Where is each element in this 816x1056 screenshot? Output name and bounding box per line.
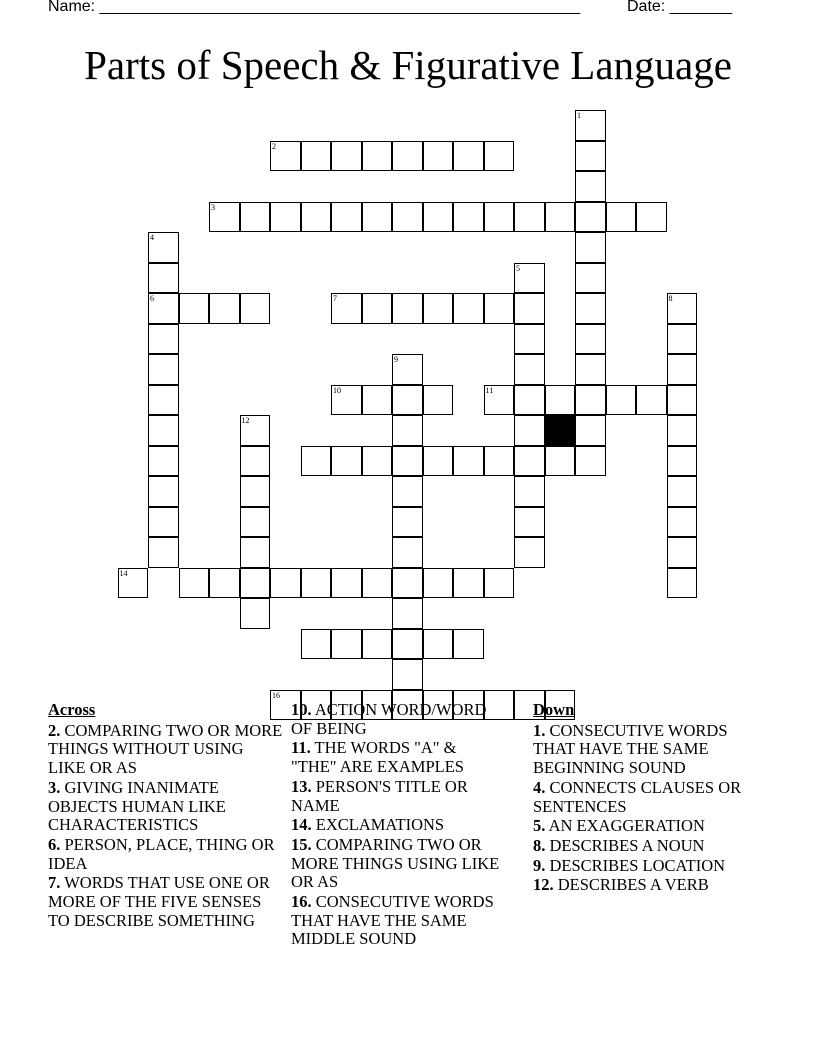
answer-cell[interactable] <box>453 202 484 233</box>
clue-number: 12 <box>241 416 250 425</box>
clue-item-number: 11. <box>291 738 311 758</box>
clue-item-number: 2. <box>48 720 61 740</box>
answer-cell[interactable] <box>575 354 606 385</box>
clue-number: 10 <box>333 385 341 395</box>
answer-cell[interactable] <box>514 415 545 446</box>
answer-cell[interactable] <box>545 202 576 233</box>
answer-cell[interactable] <box>301 629 332 660</box>
answer-cell[interactable] <box>545 446 576 477</box>
clue-number: 1 <box>577 111 581 120</box>
clue-item-text: CONSECUTIVE WORDS THAT HAVE THE SAME MIDDLE SOUND <box>291 892 494 949</box>
answer-cell[interactable] <box>423 385 454 416</box>
answer-cell[interactable] <box>514 476 545 507</box>
answer-cell[interactable] <box>514 446 545 477</box>
clue-item <box>291 739 506 776</box>
answer-cell[interactable] <box>667 385 698 416</box>
clue-item-text: DESCRIBES A NOUN <box>545 835 705 855</box>
answer-cell[interactable] <box>331 446 362 477</box>
answer-cell[interactable] <box>514 354 545 385</box>
answer-cell[interactable] <box>514 537 545 568</box>
answer-cell[interactable] <box>667 446 698 477</box>
name-field-label[interactable]: Name: ______________________________________________________ <box>48 0 581 15</box>
answer-cell[interactable] <box>484 202 515 233</box>
across-clue-list-1 <box>48 722 283 931</box>
answer-cell[interactable] <box>575 415 606 446</box>
answer-cell[interactable] <box>331 385 362 416</box>
answer-cell[interactable] <box>484 568 515 599</box>
clue-number: 6 <box>150 294 154 303</box>
answer-cell[interactable] <box>362 202 393 233</box>
down-heading: Down <box>533 700 575 719</box>
answer-cell[interactable] <box>270 568 301 599</box>
answer-cell[interactable] <box>392 354 423 385</box>
clue-item-number: 10. <box>291 700 312 719</box>
answer-cell[interactable] <box>148 263 179 294</box>
clue-item-text: GIVING INANIMATE OBJECTS HUMAN LIKE CHARACTERISTICS <box>48 777 226 835</box>
answer-cell[interactable] <box>209 293 240 324</box>
answer-cell[interactable] <box>667 537 698 568</box>
date-field-label[interactable]: Date: _______ <box>627 0 732 15</box>
clue-item-text: EXCLAMATIONS <box>311 815 445 835</box>
clue-item-text: CONSECUTIVE WORDS THAT HAVE THE SAME BEGINNING SOUND <box>533 720 728 778</box>
answer-cell[interactable] <box>423 141 454 172</box>
answer-cell[interactable] <box>667 324 698 355</box>
answer-cell[interactable] <box>453 293 484 324</box>
clue-item <box>291 778 506 815</box>
answer-cell[interactable] <box>148 354 179 385</box>
clue-item-number: 16. <box>291 892 312 912</box>
answer-cell[interactable] <box>423 202 454 233</box>
answer-cell[interactable] <box>392 476 423 507</box>
clue-number: 5 <box>516 263 520 273</box>
answer-cell[interactable] <box>331 568 362 599</box>
clue-number: 11 <box>485 385 494 395</box>
answer-cell[interactable] <box>423 446 454 477</box>
clue-item-number: 14. <box>291 815 312 835</box>
answer-cell[interactable] <box>514 293 545 324</box>
answer-cell[interactable] <box>575 324 606 355</box>
clue-item <box>533 817 768 836</box>
clue-item-number: 1. <box>533 720 546 740</box>
answer-cell[interactable] <box>179 568 210 599</box>
answer-cell[interactable] <box>148 324 179 355</box>
clue-item-number: 7. <box>48 873 61 893</box>
answer-cell[interactable] <box>484 293 515 324</box>
answer-cell[interactable] <box>514 263 545 294</box>
answer-cell[interactable] <box>575 385 606 416</box>
black-cell <box>545 415 576 446</box>
answer-cell[interactable] <box>240 476 271 507</box>
answer-cell[interactable] <box>667 476 698 507</box>
answer-cell[interactable] <box>453 446 484 477</box>
clue-item <box>48 779 283 835</box>
answer-cell[interactable] <box>148 232 179 263</box>
answer-cell[interactable] <box>575 232 606 263</box>
clue-item-number: 9. <box>533 855 546 875</box>
answer-cell[interactable] <box>575 293 606 324</box>
answer-cell[interactable] <box>392 385 423 416</box>
answer-cell[interactable] <box>667 415 698 446</box>
clue-item-text: WORDS THAT USE ONE OR MORE OF THE FIVE SENSES TO DESCRIBE SOMETHING <box>48 873 270 930</box>
answer-cell[interactable] <box>331 202 362 233</box>
answer-cell[interactable] <box>606 202 637 233</box>
clue-number: 3 <box>211 202 215 212</box>
clue-item <box>533 837 768 856</box>
answer-cell[interactable] <box>148 293 179 324</box>
answer-cell[interactable] <box>453 141 484 172</box>
answer-cell[interactable] <box>484 446 515 477</box>
answer-cell[interactable] <box>179 293 210 324</box>
clue-item-number: 3. <box>48 777 61 797</box>
clue-number: 4 <box>150 233 154 242</box>
clue-item-number: 8. <box>533 835 546 855</box>
clue-item <box>291 701 506 738</box>
clue-item-text: COMPARING TWO OR MORE THINGS USING LIKE OR AS <box>291 834 500 892</box>
clue-item-text: PERSON, PLACE, THING OR IDEA <box>48 834 275 873</box>
across-clues-column-2 <box>291 701 506 950</box>
answer-cell[interactable] <box>392 141 423 172</box>
answer-cell[interactable] <box>575 263 606 294</box>
answer-cell[interactable] <box>240 293 271 324</box>
answer-cell[interactable] <box>453 629 484 660</box>
clue-item <box>48 874 283 930</box>
answer-cell[interactable] <box>362 568 393 599</box>
answer-cell[interactable] <box>331 293 362 324</box>
answer-cell[interactable] <box>148 385 179 416</box>
across-heading: Across <box>48 700 96 719</box>
clue-item-text: PERSON'S TITLE OR NAME <box>291 776 468 815</box>
clue-item-number: 12. <box>533 875 554 895</box>
clue-item <box>291 816 506 835</box>
answer-cell[interactable] <box>514 507 545 538</box>
clue-item <box>533 857 768 876</box>
answer-cell[interactable] <box>362 385 393 416</box>
answer-cell[interactable] <box>606 385 637 416</box>
answer-cell[interactable] <box>423 293 454 324</box>
answer-cell[interactable] <box>514 202 545 233</box>
answer-cell[interactable] <box>667 354 698 385</box>
answer-cell[interactable] <box>514 385 545 416</box>
clue-number: 7 <box>333 294 337 303</box>
answer-cell[interactable] <box>575 171 606 202</box>
answer-cell[interactable] <box>270 141 301 172</box>
answer-cell[interactable] <box>362 629 393 660</box>
across-clues-column-1 <box>48 701 283 931</box>
answer-cell[interactable] <box>545 385 576 416</box>
clue-item-number: 5. <box>533 816 546 836</box>
clue-item <box>48 722 283 778</box>
answer-cell[interactable] <box>240 598 271 629</box>
answer-cell[interactable] <box>270 202 301 233</box>
clue-item-text: DESCRIBES LOCATION <box>545 855 726 875</box>
answer-cell[interactable] <box>240 415 271 446</box>
answer-cell[interactable] <box>392 293 423 324</box>
answer-cell[interactable] <box>209 568 240 599</box>
down-clue-list <box>533 722 768 895</box>
answer-cell[interactable] <box>331 629 362 660</box>
answer-cell[interactable] <box>636 202 667 233</box>
clue-item-text: DESCRIBES A VERB <box>553 875 709 895</box>
answer-cell[interactable] <box>392 537 423 568</box>
answer-cell[interactable] <box>301 446 332 477</box>
answer-cell[interactable] <box>362 293 393 324</box>
answer-cell[interactable] <box>392 629 423 660</box>
answer-cell[interactable] <box>392 446 423 477</box>
answer-cell[interactable] <box>423 629 454 660</box>
clue-item <box>291 893 506 949</box>
answer-cell[interactable] <box>240 446 271 477</box>
page-title: Parts of Speech & Figurative Language <box>84 42 732 88</box>
clue-number: 9 <box>394 355 398 364</box>
clue-item-text: AN EXAGGERATION <box>545 816 705 836</box>
answer-cell[interactable] <box>575 110 606 141</box>
answer-cell[interactable] <box>667 293 698 324</box>
answer-cell[interactable] <box>362 141 393 172</box>
answer-cell[interactable] <box>484 385 515 416</box>
clue-item-text: THE WORDS "A" & "THE" ARE EXAMPLES <box>291 738 464 777</box>
clue-item <box>533 722 768 778</box>
answer-cell[interactable] <box>148 507 179 538</box>
clue-item <box>291 836 506 892</box>
answer-cell[interactable] <box>392 568 423 599</box>
clue-item-text: CONNECTS CLAUSES OR SENTENCES <box>533 777 742 816</box>
answer-cell[interactable] <box>331 141 362 172</box>
answer-cell[interactable] <box>148 476 179 507</box>
answer-cell[interactable] <box>240 568 271 599</box>
answer-cell[interactable] <box>240 537 271 568</box>
clue-number: 14 <box>119 568 128 578</box>
across-clue-list-2 <box>291 701 506 949</box>
answer-cell[interactable] <box>301 141 332 172</box>
answer-cell[interactable] <box>514 324 545 355</box>
answer-cell[interactable] <box>575 202 606 233</box>
answer-cell[interactable] <box>301 568 332 599</box>
answer-cell[interactable] <box>636 385 667 416</box>
clue-item <box>48 836 283 873</box>
answer-cell[interactable] <box>209 202 240 233</box>
answer-cell[interactable] <box>148 415 179 446</box>
clue-number: 8 <box>668 294 673 303</box>
answer-cell[interactable] <box>667 568 698 599</box>
answer-cell[interactable] <box>392 598 423 629</box>
answer-cell[interactable] <box>392 659 423 690</box>
clue-number: 16 <box>272 690 280 700</box>
answer-cell[interactable] <box>392 507 423 538</box>
answer-cell[interactable] <box>453 568 484 599</box>
answer-cell[interactable] <box>148 537 179 568</box>
clue-item-number: 15. <box>291 834 312 854</box>
clue-item-number: 6. <box>48 834 61 854</box>
answer-cell[interactable] <box>118 568 149 599</box>
clue-number: 2 <box>272 141 276 151</box>
answer-cell[interactable] <box>484 141 515 172</box>
answer-cell[interactable] <box>423 568 454 599</box>
answer-cell[interactable] <box>392 202 423 233</box>
clue-item-text: ACTION WORD/WORD OF BEING <box>291 700 487 738</box>
clue-item <box>533 876 768 895</box>
answer-cell[interactable] <box>148 446 179 477</box>
answer-cell[interactable] <box>362 446 393 477</box>
answer-cell[interactable] <box>301 202 332 233</box>
answer-cell[interactable] <box>392 415 423 446</box>
clue-item-number: 4. <box>533 777 546 797</box>
answer-cell[interactable] <box>240 507 271 538</box>
clue-item-number: 13. <box>291 776 312 796</box>
clue-item-text: COMPARING TWO OR MORE THINGS WITHOUT USING LIKE OR AS <box>48 720 283 778</box>
answer-cell[interactable] <box>575 141 606 172</box>
clue-item <box>533 779 768 816</box>
answer-cell[interactable] <box>575 446 606 477</box>
answer-cell[interactable] <box>667 507 698 538</box>
answer-cell[interactable] <box>240 202 271 233</box>
down-clues-column <box>533 701 768 896</box>
